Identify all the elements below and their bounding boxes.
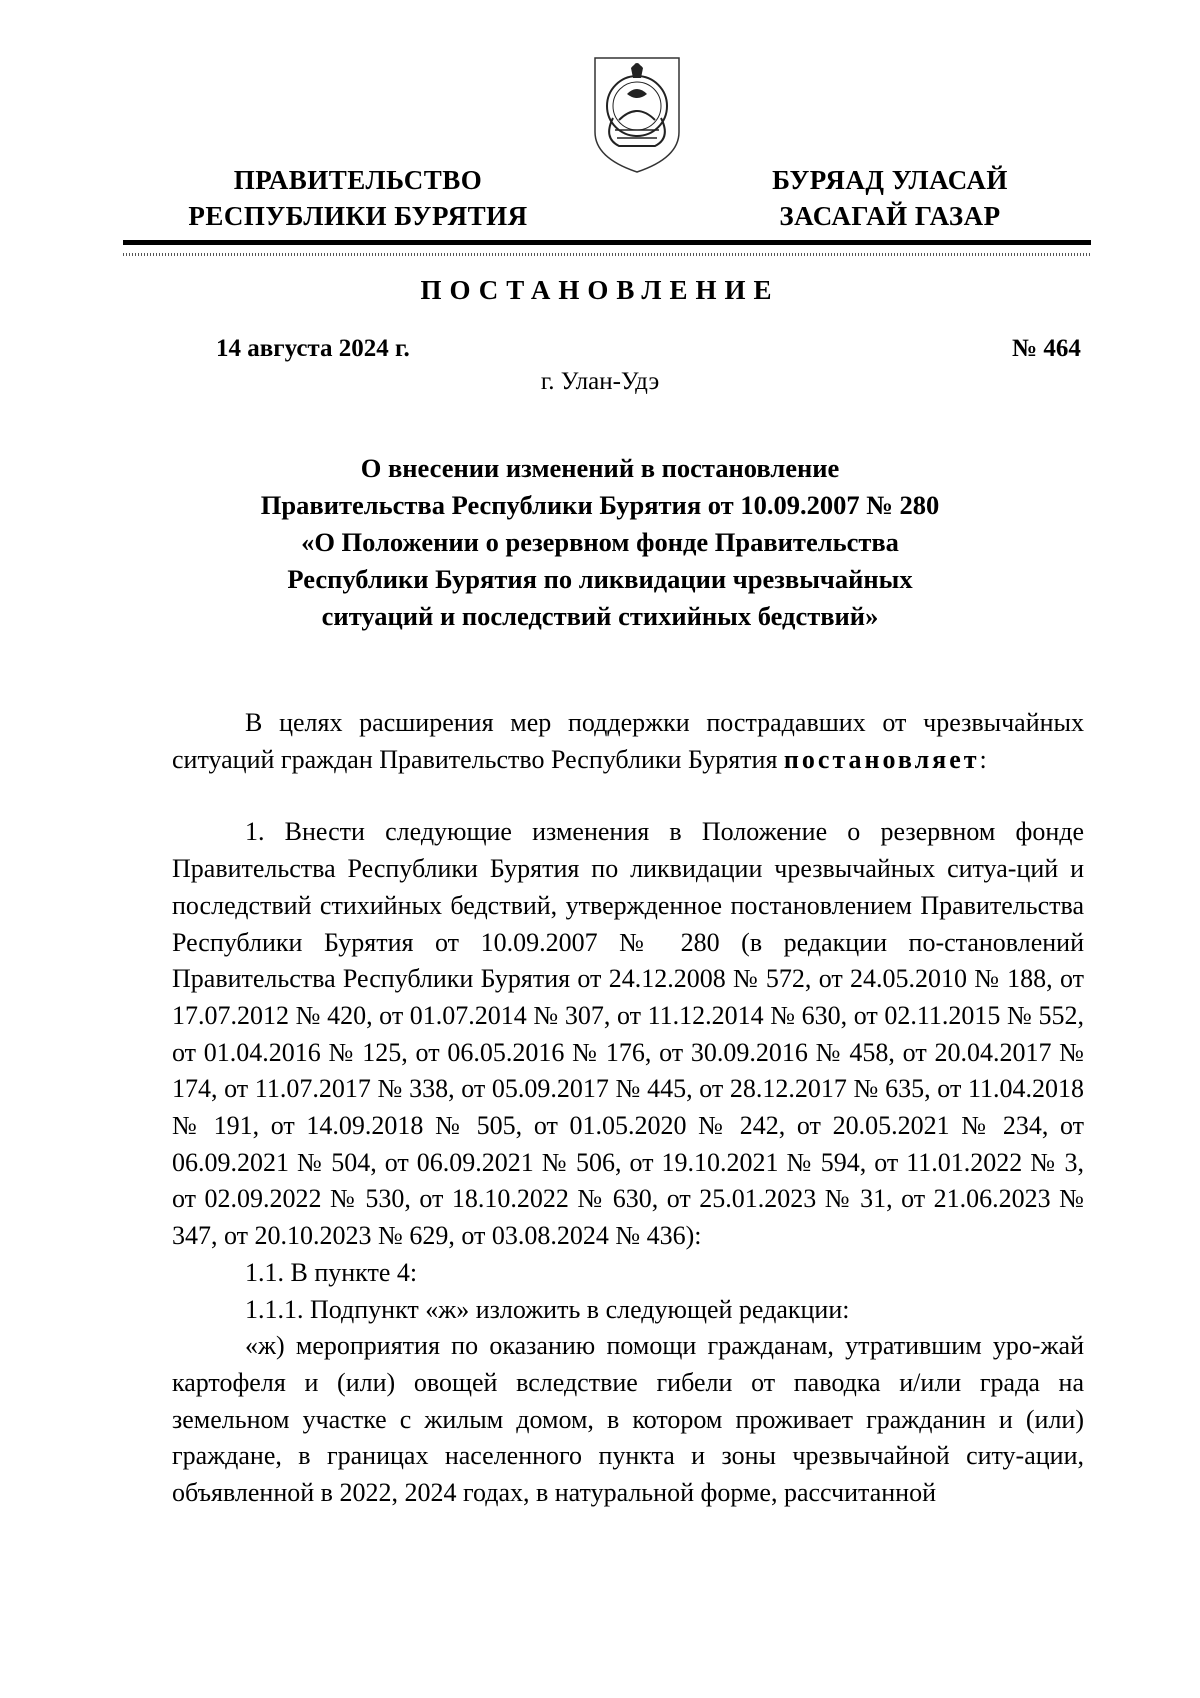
government-name-ru-line1: ПРАВИТЕЛЬСТВО bbox=[233, 165, 483, 195]
preamble-paragraph bbox=[172, 705, 1084, 778]
paragraph-1: 1. Внести следующие изменения в Положение о резервном фонде Правительства Республики Бурятия по ликвидации чрезвычайных ситуа-ций и последствий стихийных бедствий, утвержденное постановлением Правительства Республики Бурятия от 10.09.2007 № 280 (в редакции по-становлений Правительства Республики Бурятия от 24.12.2008 № 572, от 24.05.2010 № 188, от 17.07.2012 № 420, от 01.07.2014 № 307, от 11.12.2014 № 630, от 02.11.2015 № 552, от 01.04.2016 № 125, от 06.05.2016 № 176, от 30.09.2016 № 458, от 20.04.2017 № 174, от 11.07.2017 № 338, от 05.09.2017 № 445, от 28.12.2017 № 635, от 11.04.2018 № 191, от 14.09.2018 № 505, от 01.05.2020 № 242, от 20.05.2021 № 234, от 06.09.2021 № 504, от 06.09.2021 № 506, от 19.10.2021 № 594, от 11.01.2022 № 3, от 02.09.2022 № 530, от 18.10.2022 № 630, от 25.01.2023 № 31, от 21.06.2023 № 347, от 20.10.2023 № 629, от 03.08.2024 № 436): bbox=[172, 817, 1084, 1251]
document-type: ПОСТАНОВЛЕНИЕ bbox=[420, 275, 780, 305]
header-divider-thick bbox=[123, 240, 1091, 245]
title-line: Правительства Республики Бурятия от 10.09.2007 № 280 bbox=[260, 490, 940, 520]
title-line: Республики Бурятия по ликвидации чрезвычайных bbox=[287, 564, 913, 594]
paragraph-gap bbox=[172, 778, 1084, 814]
resolve-keyword: постановляет bbox=[783, 744, 980, 774]
paragraph-1-1: 1.1. В пункте 4: bbox=[245, 1257, 418, 1287]
document-title bbox=[200, 450, 1000, 635]
government-name-ru bbox=[178, 162, 538, 234]
government-name-ru-line2: РЕСПУБЛИКИ БУРЯТИЯ bbox=[188, 201, 528, 231]
paragraph-zh: «ж) мероприятия по оказанию помощи гражданам, утратившим уро-жай картофеля и (или) овощей вследствие гибели от паводка и/или града на земельном участке с жилым домом, в котором проживает гражданин и (или) граждане, в границах населенного пункта и зоны чрезвычайной ситу-ации, объявленной в 2022, 2024 годах, в натуральной форме, рассчитанной bbox=[172, 1331, 1084, 1508]
document-date: 14 августа 2024 г. bbox=[216, 335, 410, 362]
paragraph-1-1-1: 1.1.1. Подпункт «ж» изложить в следующей редакции: bbox=[245, 1294, 850, 1324]
title-line: ситуаций и последствий стихийных бедствий» bbox=[321, 601, 879, 631]
government-name-bua bbox=[750, 162, 1030, 234]
coat-of-arms-icon bbox=[591, 54, 683, 174]
government-name-bua-line2: ЗАСАГАЙ ГАЗАР bbox=[779, 201, 1001, 231]
document-number: № 464 bbox=[1012, 335, 1081, 362]
preamble-text: В целях расширения мер поддержки пострадавших от чрезвычайных ситуаций граждан Правительство Республики Бурятия bbox=[172, 708, 1084, 774]
preamble-end: : bbox=[979, 744, 987, 774]
title-line: О внесении изменений в постановление bbox=[360, 453, 840, 483]
title-line: «О Положении о резервном фонде Правительства bbox=[301, 527, 899, 557]
document-city: г. Улан-Удэ bbox=[540, 368, 660, 395]
header-divider-thin bbox=[123, 253, 1091, 256]
document-body bbox=[172, 705, 1084, 1512]
government-name-bua-line1: БУРЯАД УЛАСАЙ bbox=[772, 165, 1008, 195]
